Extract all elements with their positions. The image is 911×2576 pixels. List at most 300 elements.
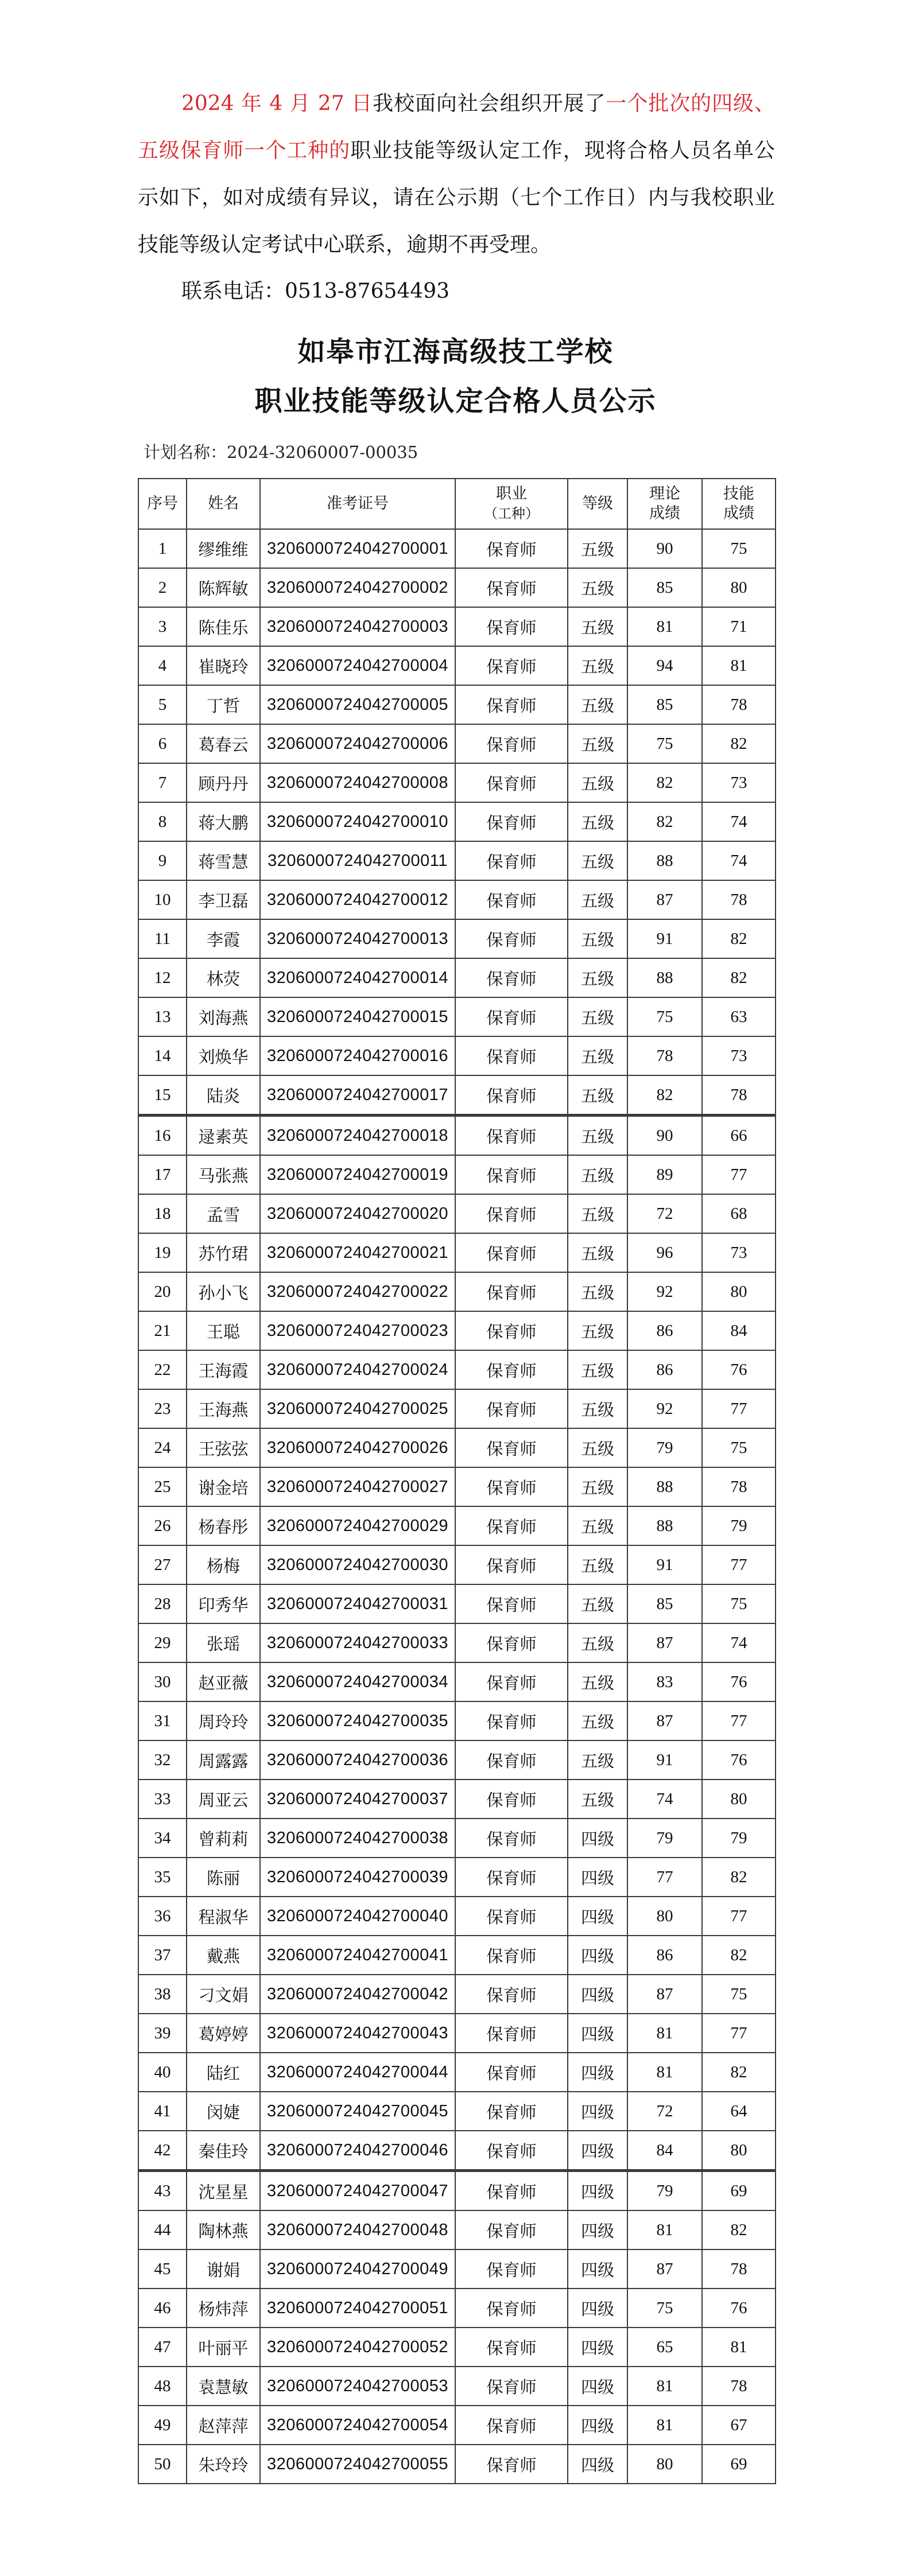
- cell-exam-id: 3206000724042700010: [260, 802, 455, 841]
- cell-exam-id: 3206000724042700016: [260, 1036, 455, 1075]
- cell-theory-score: 82: [627, 802, 702, 841]
- cell-name: 周露露: [187, 1740, 260, 1780]
- cell-level: 五级: [568, 997, 627, 1036]
- cell-theory-score: 81: [627, 2367, 702, 2406]
- cell-skill-score: 77: [702, 1897, 776, 1936]
- table-row: [138, 1075, 776, 1116]
- cell-skill-score: 80: [702, 568, 776, 607]
- table-row: [138, 802, 776, 841]
- cell-level: 五级: [568, 1350, 627, 1389]
- cell-seq: 1: [138, 529, 187, 568]
- table-row: [138, 919, 776, 958]
- cell-theory-score: 86: [627, 1936, 702, 1975]
- cell-name: 孟雪: [187, 1194, 260, 1233]
- table-row: [138, 1780, 776, 1819]
- cell-seq: 29: [138, 1623, 187, 1662]
- cell-job: 保育师: [455, 802, 568, 841]
- cell-job: 保育师: [455, 1975, 568, 2014]
- cell-level: 四级: [568, 2445, 627, 2484]
- cell-skill-score: 80: [702, 1780, 776, 1819]
- header-job: [455, 479, 568, 529]
- cell-skill-score: 76: [702, 1740, 776, 1780]
- cell-seq: 47: [138, 2328, 187, 2367]
- cell-level: 四级: [568, 2328, 627, 2367]
- cell-level: 五级: [568, 1155, 627, 1194]
- cell-theory-score: 85: [627, 568, 702, 607]
- cell-name: 陈丽: [187, 1858, 260, 1897]
- cell-job: 保育师: [455, 1662, 568, 1701]
- cell-exam-id: 3206000724042700041: [260, 1936, 455, 1975]
- cell-theory-score: 91: [627, 1740, 702, 1780]
- cell-seq: 48: [138, 2367, 187, 2406]
- header-skill-line1: 技能: [723, 485, 754, 503]
- cell-level: 五级: [568, 568, 627, 607]
- cell-theory-score: 91: [627, 919, 702, 958]
- cell-seq: 21: [138, 1311, 187, 1350]
- cell-job: 保育师: [455, 919, 568, 958]
- cell-exam-id: 3206000724042700014: [260, 958, 455, 997]
- cell-exam-id: 3206000724042700029: [260, 1506, 455, 1545]
- cell-skill-score: 77: [702, 2014, 776, 2053]
- cell-seq: 28: [138, 1584, 187, 1623]
- table-row: [138, 2092, 776, 2131]
- cell-skill-score: 76: [702, 1350, 776, 1389]
- cell-seq: 30: [138, 1662, 187, 1701]
- cell-level: 四级: [568, 2249, 627, 2289]
- cell-name: 王海燕: [187, 1389, 260, 1428]
- cell-level: 四级: [568, 2053, 627, 2092]
- table-row: [138, 2445, 776, 2484]
- cell-skill-score: 80: [702, 1272, 776, 1311]
- cell-seq: 34: [138, 1819, 187, 1858]
- cell-theory-score: 90: [627, 529, 702, 568]
- cell-job: 保育师: [455, 1311, 568, 1350]
- cell-skill-score: 82: [702, 1936, 776, 1975]
- cell-level: 五级: [568, 919, 627, 958]
- cell-name: 朱玲玲: [187, 2445, 260, 2484]
- table-row: [138, 2328, 776, 2367]
- header-level: 等级: [568, 479, 627, 529]
- cell-level: 五级: [568, 1075, 627, 1116]
- contact-phone: 联系电话：0513-87654493: [181, 279, 450, 303]
- cell-job: 保育师: [455, 1075, 568, 1116]
- cell-exam-id: 3206000724042700039: [260, 1858, 455, 1897]
- cell-skill-score: 74: [702, 841, 776, 880]
- cell-name: 苏竹珺: [187, 1233, 260, 1272]
- cell-exam-id: 3206000724042700044: [260, 2053, 455, 2092]
- table-row: [138, 2249, 776, 2289]
- cell-theory-score: 79: [627, 1819, 702, 1858]
- cell-theory-score: 85: [627, 1584, 702, 1623]
- cell-theory-score: 86: [627, 1350, 702, 1389]
- cell-exam-id: 3206000724042700003: [260, 607, 455, 646]
- notice-highlight: 一个批次的四级、五级保育师一个工种的: [138, 92, 775, 162]
- cell-level: 五级: [568, 1662, 627, 1701]
- cell-seq: 6: [138, 724, 187, 763]
- cell-job: 保育师: [455, 1780, 568, 1819]
- cell-job: 保育师: [455, 2406, 568, 2445]
- cell-skill-score: 74: [702, 802, 776, 841]
- cell-exam-id: 3206000724042700053: [260, 2367, 455, 2406]
- table-row: [138, 880, 776, 919]
- cell-exam-id: 3206000724042700055: [260, 2445, 455, 2484]
- cell-level: 五级: [568, 1780, 627, 1819]
- cell-seq: 43: [138, 2171, 187, 2211]
- cell-seq: 44: [138, 2210, 187, 2249]
- table-row: [138, 1389, 776, 1428]
- cell-job: 保育师: [455, 1194, 568, 1233]
- cell-theory-score: 79: [627, 2171, 702, 2211]
- cell-job: 保育师: [455, 2053, 568, 2092]
- table-row: [138, 958, 776, 997]
- cell-skill-score: 78: [702, 2367, 776, 2406]
- cell-seq: 10: [138, 880, 187, 919]
- cell-seq: 5: [138, 685, 187, 724]
- cell-seq: 36: [138, 1897, 187, 1936]
- cell-skill-score: 82: [702, 2210, 776, 2249]
- cell-exam-id: 3206000724042700017: [260, 1075, 455, 1116]
- table-row: [138, 607, 776, 646]
- header-exam-id: 准考证号: [260, 479, 455, 529]
- cell-level: 五级: [568, 1389, 627, 1428]
- cell-theory-score: 72: [627, 2092, 702, 2131]
- cell-job: 保育师: [455, 2092, 568, 2131]
- cell-theory-score: 92: [627, 1389, 702, 1428]
- cell-seq: 13: [138, 997, 187, 1036]
- page-title: 职业技能等级认定合格人员公示: [254, 385, 657, 417]
- cell-exam-id: 3206000724042700045: [260, 2092, 455, 2131]
- cell-name: 崔晓玲: [187, 646, 260, 685]
- cell-name: 林荧: [187, 958, 260, 997]
- table-row: [138, 1155, 776, 1194]
- cell-level: 五级: [568, 1740, 627, 1780]
- cell-level: 四级: [568, 1897, 627, 1936]
- cell-skill-score: 80: [702, 2131, 776, 2171]
- cell-name: 李卫磊: [187, 880, 260, 919]
- cell-job: 保育师: [455, 1545, 568, 1584]
- cell-seq: 27: [138, 1545, 187, 1584]
- notice-text-2: 职业技能等级认定工作，现将合格人员名单公示如下，如对成绩有异议，请在公示期（七个工作日）内与我校职业技能等级认定考试中心联系，逾期不再受理。: [138, 139, 775, 257]
- table-row: [138, 1662, 776, 1701]
- cell-theory-score: 86: [627, 1311, 702, 1350]
- table-row: [138, 1311, 776, 1350]
- cell-level: 五级: [568, 529, 627, 568]
- cell-job: 保育师: [455, 1858, 568, 1897]
- cell-theory-score: 75: [627, 997, 702, 1036]
- cell-exam-id: 3206000724042700036: [260, 1740, 455, 1780]
- plan-name: 计划名称：2024-32060007-00035: [144, 442, 418, 462]
- cell-exam-id: 3206000724042700001: [260, 529, 455, 568]
- cell-seq: 7: [138, 763, 187, 802]
- cell-theory-score: 87: [627, 880, 702, 919]
- cell-seq: 22: [138, 1350, 187, 1389]
- cell-seq: 17: [138, 1155, 187, 1194]
- cell-exam-id: 3206000724042700021: [260, 1233, 455, 1272]
- table-row: [138, 2171, 776, 2211]
- cell-theory-score: 81: [627, 2210, 702, 2249]
- cell-level: 五级: [568, 1036, 627, 1075]
- header-theory-line1: 理论: [649, 485, 680, 503]
- table-row: [138, 1975, 776, 2014]
- cell-level: 四级: [568, 2014, 627, 2053]
- cell-seq: 39: [138, 2014, 187, 2053]
- table-row: [138, 1506, 776, 1545]
- cell-skill-score: 78: [702, 1075, 776, 1116]
- cell-level: 五级: [568, 607, 627, 646]
- cell-name: 戴燕: [187, 1936, 260, 1975]
- cell-job: 保育师: [455, 1701, 568, 1740]
- table-row: [138, 529, 776, 568]
- table-header-row: [138, 479, 776, 529]
- header-name: 姓名: [187, 479, 260, 529]
- cell-name: 秦佳玲: [187, 2131, 260, 2171]
- cell-level: 五级: [568, 841, 627, 880]
- cell-seq: 15: [138, 1075, 187, 1116]
- cell-seq: 8: [138, 802, 187, 841]
- cell-name: 赵亚薇: [187, 1662, 260, 1701]
- cell-exam-id: 3206000724042700030: [260, 1545, 455, 1584]
- cell-exam-id: 3206000724042700054: [260, 2406, 455, 2445]
- cell-exam-id: 3206000724042700011: [260, 841, 455, 880]
- cell-level: 四级: [568, 2210, 627, 2249]
- cell-exam-id: 3206000724042700027: [260, 1467, 455, 1506]
- cell-theory-score: 72: [627, 1194, 702, 1233]
- cell-job: 保育师: [455, 2367, 568, 2406]
- cell-exam-id: 3206000724042700019: [260, 1155, 455, 1194]
- cell-skill-score: 81: [702, 646, 776, 685]
- cell-theory-score: 92: [627, 1272, 702, 1311]
- cell-skill-score: 69: [702, 2171, 776, 2211]
- cell-name: 赵萍萍: [187, 2406, 260, 2445]
- cell-name: 陈佳乐: [187, 607, 260, 646]
- cell-theory-score: 96: [627, 1233, 702, 1272]
- cell-level: 五级: [568, 1116, 627, 1156]
- table-row: [138, 763, 776, 802]
- cell-theory-score: 74: [627, 1780, 702, 1819]
- table-row: [138, 1350, 776, 1389]
- cell-skill-score: 76: [702, 2289, 776, 2328]
- cell-theory-score: 79: [627, 1428, 702, 1467]
- table-row: [138, 2053, 776, 2092]
- cell-exam-id: 3206000724042700051: [260, 2289, 455, 2328]
- cell-level: 五级: [568, 1584, 627, 1623]
- cell-name: 陈辉敏: [187, 568, 260, 607]
- cell-job: 保育师: [455, 1428, 568, 1467]
- cell-level: 四级: [568, 1858, 627, 1897]
- cell-level: 五级: [568, 1701, 627, 1740]
- cell-level: 五级: [568, 802, 627, 841]
- cell-theory-score: 81: [627, 2014, 702, 2053]
- cell-exam-id: 3206000724042700040: [260, 1897, 455, 1936]
- cell-level: 四级: [568, 2406, 627, 2445]
- cell-seq: 19: [138, 1233, 187, 1272]
- cell-level: 五级: [568, 958, 627, 997]
- cell-seq: 11: [138, 919, 187, 958]
- cell-name: 程淑华: [187, 1897, 260, 1936]
- cell-exam-id: 3206000724042700013: [260, 919, 455, 958]
- cell-theory-score: 89: [627, 1155, 702, 1194]
- cell-theory-score: 80: [627, 1897, 702, 1936]
- header-skill: [702, 479, 776, 529]
- cell-seq: 3: [138, 607, 187, 646]
- cell-job: 保育师: [455, 2289, 568, 2328]
- cell-theory-score: 85: [627, 685, 702, 724]
- cell-job: 保育师: [455, 607, 568, 646]
- cell-job: 保育师: [455, 1272, 568, 1311]
- cell-level: 五级: [568, 646, 627, 685]
- cell-seq: 35: [138, 1858, 187, 1897]
- header-theory-line2: 成绩: [649, 504, 680, 522]
- cell-skill-score: 82: [702, 1858, 776, 1897]
- cell-job: 保育师: [455, 646, 568, 685]
- cell-seq: 33: [138, 1780, 187, 1819]
- cell-skill-score: 75: [702, 1428, 776, 1467]
- cell-skill-score: 73: [702, 1233, 776, 1272]
- cell-seq: 31: [138, 1701, 187, 1740]
- cell-theory-score: 88: [627, 1467, 702, 1506]
- cell-job: 保育师: [455, 1350, 568, 1389]
- cell-name: 孙小飞: [187, 1272, 260, 1311]
- cell-level: 五级: [568, 1623, 627, 1662]
- cell-job: 保育师: [455, 2445, 568, 2484]
- cell-job: 保育师: [455, 529, 568, 568]
- cell-job: 保育师: [455, 1819, 568, 1858]
- cell-theory-score: 78: [627, 1036, 702, 1075]
- cell-name: 周亚云: [187, 1780, 260, 1819]
- cell-exam-id: 3206000724042700002: [260, 568, 455, 607]
- cell-name: 陆红: [187, 2053, 260, 2092]
- cell-level: 五级: [568, 1233, 627, 1272]
- cell-job: 保育师: [455, 1584, 568, 1623]
- cell-skill-score: 74: [702, 1623, 776, 1662]
- cell-seq: 24: [138, 1428, 187, 1467]
- cell-name: 沈星星: [187, 2171, 260, 2211]
- cell-name: 杨梅: [187, 1545, 260, 1584]
- cell-exam-id: 3206000724042700043: [260, 2014, 455, 2053]
- cell-theory-score: 81: [627, 2406, 702, 2445]
- cell-seq: 32: [138, 1740, 187, 1780]
- cell-skill-score: 75: [702, 1975, 776, 2014]
- cell-exam-id: 3206000724042700004: [260, 646, 455, 685]
- cell-level: 五级: [568, 1506, 627, 1545]
- cell-theory-score: 80: [627, 2445, 702, 2484]
- cell-theory-score: 88: [627, 841, 702, 880]
- cell-exam-id: 3206000724042700048: [260, 2210, 455, 2249]
- cell-skill-score: 67: [702, 2406, 776, 2445]
- cell-level: 五级: [568, 880, 627, 919]
- cell-name: 王弦弦: [187, 1428, 260, 1467]
- cell-job: 保育师: [455, 997, 568, 1036]
- cell-job: 保育师: [455, 1936, 568, 1975]
- cell-exam-id: 3206000724042700015: [260, 997, 455, 1036]
- cell-name: 李霞: [187, 919, 260, 958]
- cell-seq: 9: [138, 841, 187, 880]
- cell-theory-score: 82: [627, 1075, 702, 1116]
- cell-level: 四级: [568, 2367, 627, 2406]
- cell-job: 保育师: [455, 2014, 568, 2053]
- table-row: [138, 1116, 776, 1156]
- cell-level: 四级: [568, 1819, 627, 1858]
- cell-skill-score: 64: [702, 2092, 776, 2131]
- cell-exam-id: 3206000724042700024: [260, 1350, 455, 1389]
- cell-exam-id: 3206000724042700046: [260, 2131, 455, 2171]
- cell-theory-score: 81: [627, 607, 702, 646]
- cell-job: 保育师: [455, 724, 568, 763]
- cell-theory-score: 87: [627, 1623, 702, 1662]
- cell-level: 五级: [568, 1428, 627, 1467]
- table-row: [138, 1936, 776, 1975]
- cell-skill-score: 78: [702, 1467, 776, 1506]
- cell-skill-score: 79: [702, 1506, 776, 1545]
- cell-job: 保育师: [455, 763, 568, 802]
- cell-skill-score: 66: [702, 1116, 776, 1156]
- cell-exam-id: 3206000724042700022: [260, 1272, 455, 1311]
- cell-name: 马张燕: [187, 1155, 260, 1194]
- header-skill-line2: 成绩: [723, 504, 754, 522]
- cell-job: 保育师: [455, 1897, 568, 1936]
- cell-name: 刁文娟: [187, 1975, 260, 2014]
- cell-job: 保育师: [455, 958, 568, 997]
- cell-name: 谢金培: [187, 1467, 260, 1506]
- cell-name: 曾莉莉: [187, 1819, 260, 1858]
- cell-seq: 50: [138, 2445, 187, 2484]
- cell-seq: 26: [138, 1506, 187, 1545]
- cell-exam-id: 3206000724042700037: [260, 1780, 455, 1819]
- cell-seq: 38: [138, 1975, 187, 2014]
- table-row: [138, 1897, 776, 1936]
- cell-skill-score: 73: [702, 1036, 776, 1075]
- table-row: [138, 685, 776, 724]
- table-row: [138, 1584, 776, 1623]
- cell-skill-score: 78: [702, 2249, 776, 2289]
- cell-exam-id: 3206000724042700005: [260, 685, 455, 724]
- cell-seq: 23: [138, 1389, 187, 1428]
- cell-job: 保育师: [455, 880, 568, 919]
- cell-theory-score: 75: [627, 724, 702, 763]
- table-row: [138, 1740, 776, 1780]
- cell-theory-score: 77: [627, 1858, 702, 1897]
- cell-level: 五级: [568, 1545, 627, 1584]
- cell-seq: 37: [138, 1936, 187, 1975]
- cell-level: 五级: [568, 724, 627, 763]
- school-title: 如皋市江海高级技工学校: [297, 336, 614, 368]
- cell-skill-score: 82: [702, 958, 776, 997]
- cell-exam-id: 3206000724042700031: [260, 1584, 455, 1623]
- cell-name: 周玲玲: [187, 1701, 260, 1740]
- header-seq: 序号: [138, 479, 187, 529]
- cell-exam-id: 3206000724042700033: [260, 1623, 455, 1662]
- cell-name: 陆炎: [187, 1075, 260, 1116]
- cell-job: 保育师: [455, 1389, 568, 1428]
- cell-skill-score: 73: [702, 763, 776, 802]
- cell-theory-score: 90: [627, 1116, 702, 1156]
- cell-skill-score: 76: [702, 1662, 776, 1701]
- cell-name: 王聪: [187, 1311, 260, 1350]
- roster-body: [138, 529, 776, 2484]
- cell-exam-id: 3206000724042700006: [260, 724, 455, 763]
- table-row: [138, 1701, 776, 1740]
- cell-seq: 4: [138, 646, 187, 685]
- cell-exam-id: 3206000724042700018: [260, 1116, 455, 1156]
- cell-seq: 45: [138, 2249, 187, 2289]
- cell-level: 五级: [568, 1194, 627, 1233]
- cell-seq: 49: [138, 2406, 187, 2445]
- table-row: [138, 2367, 776, 2406]
- cell-name: 杨炜萍: [187, 2289, 260, 2328]
- cell-skill-score: 78: [702, 685, 776, 724]
- cell-seq: 2: [138, 568, 187, 607]
- cell-theory-score: 91: [627, 1545, 702, 1584]
